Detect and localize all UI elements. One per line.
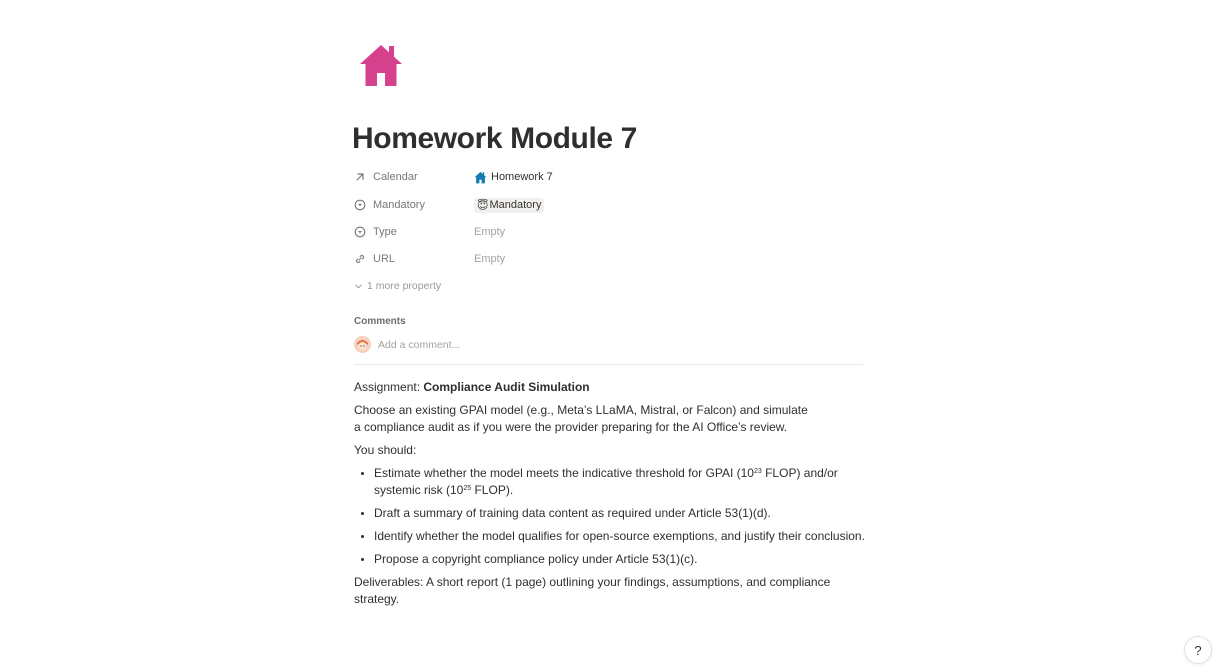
property-mandatory-value[interactable]: [474, 194, 544, 216]
list-item[interactable]: • Propose a copyright compliance policy under Article 53(1)(c).: [374, 551, 874, 568]
property-calendar-value[interactable]: [474, 166, 553, 188]
you-should-paragraph[interactable]: You should:: [354, 443, 417, 457]
calendar-link-text[interactable]: Homework 7: [491, 171, 553, 183]
assignment-prefix: Assignment:: [354, 380, 424, 394]
property-type: [354, 221, 864, 243]
property-url-value[interactable]: [474, 248, 505, 270]
select-icon: [354, 226, 366, 238]
bullet1-exponent-1: 23: [753, 468, 762, 475]
page-house-icon[interactable]: [358, 42, 404, 88]
page-title[interactable]: Homework Module 7: [352, 122, 637, 155]
divider: [354, 364, 863, 365]
property-type-name[interactable]: [354, 221, 397, 243]
user-avatar: [354, 336, 371, 353]
url-empty-value: Empty: [474, 253, 506, 265]
property-calendar: [354, 166, 864, 188]
help-button[interactable]: ?: [1184, 636, 1212, 664]
property-mandatory-name[interactable]: [354, 194, 425, 216]
bullet1-text-a: Estimate whether the model meets the indicative threshold for GPAI (10: [374, 466, 754, 480]
list-item[interactable]: [374, 465, 844, 499]
bullet1-text-b: FLOP) and/or systemic risk (10: [374, 466, 838, 497]
bullet1-exponent-2: 25: [463, 485, 472, 492]
property-mandatory-label: Mandatory: [373, 199, 425, 211]
intro-paragraph[interactable]: Choose an existing GPAI model (e.g., Meta’s LLaMA, Mistral, or Falcon) and simulate a compliance audit as if you were the provider preparing for the AI Office’s review.: [354, 403, 808, 434]
comment-input[interactable]: Add a comment...: [378, 338, 461, 351]
page-content: [354, 379, 874, 614]
assignment-line[interactable]: [354, 379, 874, 396]
mandatory-tag[interactable]: [474, 198, 544, 213]
arrow-up-right-icon: [354, 171, 366, 183]
list-item[interactable]: • Draft a summary of training data content as required under Article 53(1)(d).: [374, 505, 874, 522]
property-mandatory: [354, 194, 864, 216]
type-empty-value: Empty: [474, 226, 506, 238]
deliverables-paragraph[interactable]: Deliverables: A short report (1 page) outlining your findings, assumptions, and compliance strategy.: [354, 575, 831, 606]
list-item[interactable]: • Identify whether the model qualifies for open-source exemptions, and justify their conclusion.: [374, 528, 874, 545]
property-url-name[interactable]: [354, 248, 395, 270]
comment-input-row[interactable]: [354, 336, 460, 353]
chevron-down-icon: [354, 282, 363, 291]
more-properties-toggle[interactable]: [354, 280, 441, 292]
more-properties-label: 1 more property: [367, 280, 442, 292]
halo-face-icon: 😇: [477, 199, 489, 212]
property-url: [354, 248, 864, 270]
property-url-label: URL: [373, 253, 396, 265]
property-calendar-name[interactable]: [354, 166, 418, 188]
bullet1-text-c: FLOP).: [471, 483, 514, 497]
comments-heading: Comments: [354, 316, 406, 327]
mandatory-tag-label: Mandatory: [489, 199, 542, 211]
link-icon: [354, 253, 366, 265]
assignment-title: Compliance Audit Simulation: [423, 380, 590, 394]
property-type-label: Type: [373, 226, 397, 238]
task-list: [354, 465, 874, 568]
property-type-value[interactable]: [474, 221, 505, 243]
property-calendar-label: Calendar: [373, 171, 418, 183]
house-icon: [474, 171, 487, 184]
select-icon: [354, 199, 366, 211]
